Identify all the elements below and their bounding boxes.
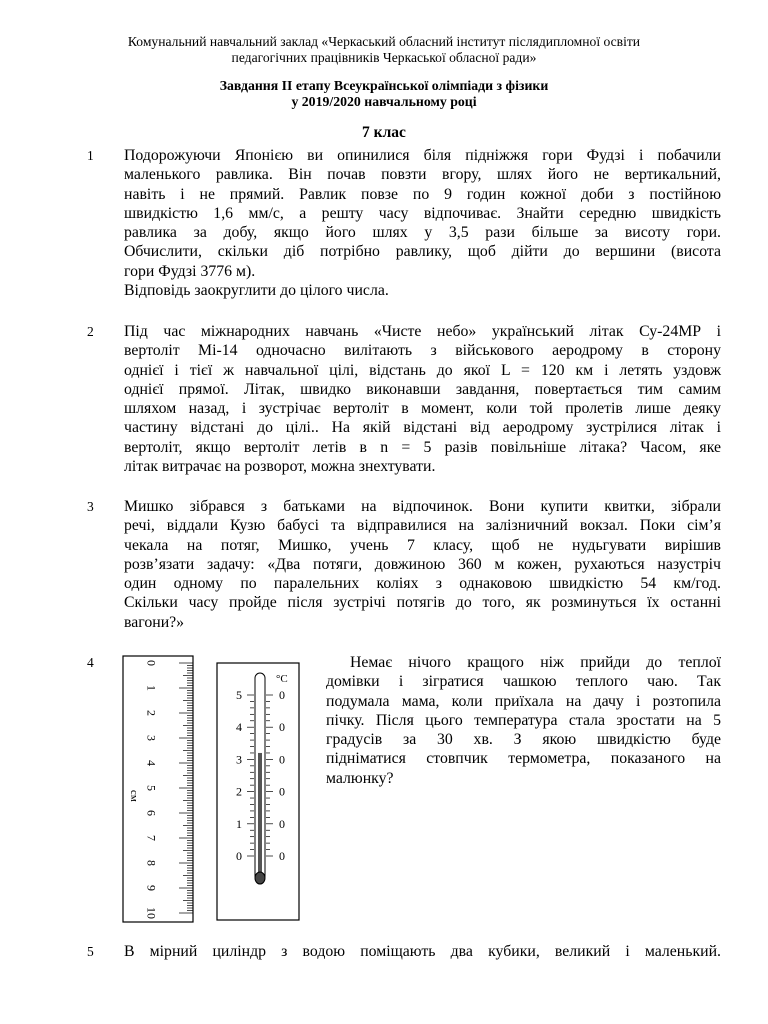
problem-text: Під час міжнародних навчань «Чисте небо» український літак Су-24МР і вертоліт Мі-14 одночасно вилітають з військового аеродрому в сторону однієї і тієї ж навчальної цілі, відстань до якої L = 120 км і летять уздовж однієї прямої. Літак, швидко виконавши завдання, повертається тим самим шляхом назад, і зустрічає вертоліт в момент, коли той пролетів лише деяку частину відстані до цілі.. На якій відстані від аеродрому зустрілися літак і вертоліт, якщо вертоліт летів в n = 5 разів повільніше літака? Часом, яке літак витрачає на розворот, можна знехтувати. xyxy=(124,323,721,476)
thermometer-left-label: 2 xyxy=(236,784,242,799)
problem-text: Подорожуючи Японією ви опинилися біля підніжжя гори Фудзі і побачили маленького равлика. Він почав повзти вгору, шлях його не вертикальний, навіть і не прямий. Равлик повзе по 9 годин кожної доби з постійною швидкістю 1,6 мм/с, а решту часу відпочиває. Знайти середню швидкість равлика за добу, якщо його шлях у 3,5 рази більше за висоту гори. Обчислити, скільки діб потрібно равлику, щоб дійти до вершини (висота гори Фудзі 3776 м). Відповідь заокруглити до цілого числа. xyxy=(124,147,721,300)
thermometer-right-label: 0 xyxy=(279,688,285,702)
ruler-and-thermometer-figure xyxy=(122,653,302,925)
problem-number: 4 xyxy=(87,655,94,670)
ruler-unit-label: см xyxy=(128,790,140,802)
problem-number: 2 xyxy=(87,324,94,339)
grade-heading: 7 клас xyxy=(362,124,406,141)
ruler-label: 1 xyxy=(144,685,159,691)
olympiad-title: Завдання ІІ етапу Всеукраїнської олімпіади з фізики у 2019/2020 навчальному році xyxy=(219,78,549,109)
ruler-label: 6 xyxy=(144,810,159,816)
ruler xyxy=(123,656,193,922)
thermometer-bulb xyxy=(255,872,265,884)
problem-text: Мишко зібрався з батьками на відпочинок. Вони купити квитки, зібрали речі, віддали Кузю бабусі та відправилися на залізничний вокзал. Поки сім’я чекала на потяг, Мишко, учень 7 класу, щоб не нудьгувати вирішив розв’язати задачу: «Два потяги, довжиною 360 м кожен, рухаються назустріч один одному по паралельних коліях з однаковою швидкістю 54 км/год. Скільки часу пройде після зустрічі потягів до того, як розминуться їх останні вагони?» xyxy=(124,498,721,631)
problem-text: Немає нічого кращого ніж прийди до теплої домівки і зігратися чашкою теплого чаю. Так подумала мама, коли приїхала на дачу і розтопила пічку. Після цього температура стала зростати на 5 градусів за 30 хв. З якою швидкістю буде підніматися стовпчик термометра, показаного на малюнку? xyxy=(326,654,721,787)
thermometer-unit-label: °C xyxy=(276,673,288,685)
thermometer-mercury-column xyxy=(258,753,262,875)
thermometer-left-label: 3 xyxy=(236,752,242,767)
ruler-label: 9 xyxy=(144,885,159,891)
thermometer-right-label: 0 xyxy=(279,816,285,831)
ruler-label: 4 xyxy=(144,760,159,766)
ruler-label: 2 xyxy=(144,710,159,716)
problem-text: В мірний циліндр з водою поміщають два кубики, великий і маленький. xyxy=(124,943,721,960)
ruler-label: 7 xyxy=(144,835,159,841)
thermometer-right-label: 0 xyxy=(279,849,285,863)
thermometer xyxy=(217,663,299,920)
ruler-label: 0 xyxy=(144,660,159,666)
ruler-label: 3 xyxy=(144,735,159,741)
problem-number: 1 xyxy=(87,148,94,163)
thermometer-right-label: 0 xyxy=(279,752,285,767)
thermometer-left-label: 5 xyxy=(236,688,242,702)
problem-number: 3 xyxy=(87,499,94,514)
ruler-label: 10 xyxy=(144,907,159,919)
thermometer-right-label: 0 xyxy=(279,720,285,735)
ruler-label: 8 xyxy=(144,860,159,866)
thermometer-left-label: 1 xyxy=(236,816,242,831)
thermometer-left-label: 0 xyxy=(236,849,242,863)
institution-name: Комунальний навчальний заклад «Черкаський обласний інститут післядипломної освіти педагогічних працівників Черкаської обласної ради» xyxy=(127,34,641,65)
thermometer-left-label: 4 xyxy=(236,720,242,735)
ruler-label: 5 xyxy=(144,785,159,791)
problem-number: 5 xyxy=(87,944,94,959)
thermometer-right-label: 0 xyxy=(279,784,285,799)
